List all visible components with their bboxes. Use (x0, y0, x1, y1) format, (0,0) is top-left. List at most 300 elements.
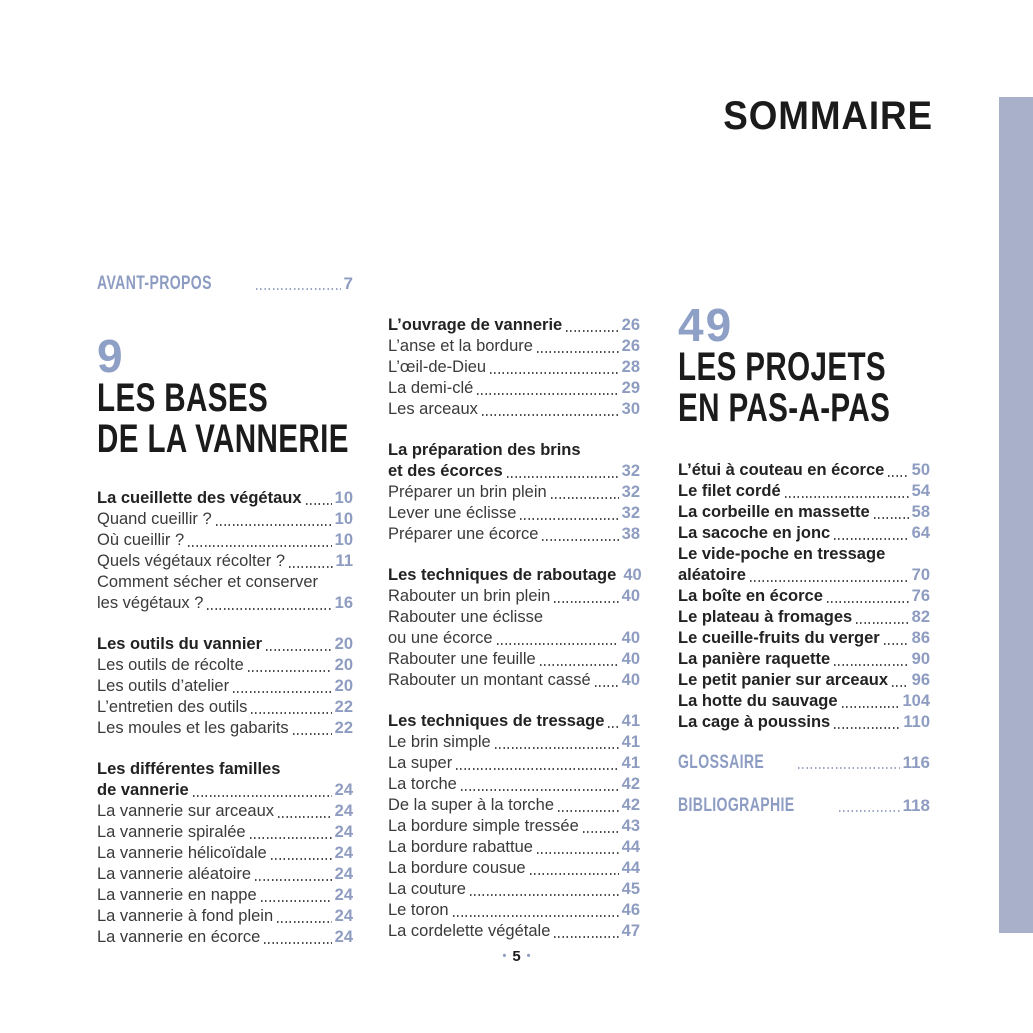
chapter-heading-bases (97, 330, 353, 461)
toc-entry (388, 336, 640, 357)
toc-entry (678, 544, 930, 586)
toc-entry-line (97, 906, 353, 927)
toc-entry-line: Comment sécher et conserver (97, 573, 319, 591)
toc-entry-line (97, 718, 353, 739)
toc-entry (388, 482, 640, 503)
toc-entry-page: 24 (334, 781, 353, 799)
toc-entry-line (678, 607, 930, 628)
dot-leader (520, 518, 618, 520)
toc-entry-label: Le brin simple (388, 733, 491, 751)
toc-entry-line (388, 399, 640, 420)
footer-dot-icon: • (526, 950, 531, 962)
toc-entry (97, 718, 353, 739)
toc-entry (388, 503, 640, 524)
toc-entry-line (678, 712, 930, 733)
toc-entry (388, 921, 640, 942)
toc-entry (678, 670, 930, 691)
toc-entry-line (388, 816, 640, 837)
toc-entry-label: Les arceaux (388, 400, 478, 418)
toc-entry-line (97, 676, 353, 697)
toc-entry-line (388, 315, 640, 336)
avant-propos-page: 7 (343, 274, 353, 293)
toc-entry-label: La bordure rabattue (388, 838, 533, 856)
toc-entry (388, 711, 640, 732)
bibliographie-label: BIBLIOGRAPHIE (678, 795, 795, 816)
toc-entry-label: L’étui à couteau en écorce (678, 461, 885, 479)
chapter-title-line: DE LA VANNERIE (97, 417, 349, 461)
dot-leader (255, 879, 332, 881)
toc-entry-line (678, 502, 930, 523)
toc-entry-page: 24 (334, 928, 353, 946)
toc-entry-label: Le cueille-fruits du verger (678, 629, 880, 647)
dot-leader (188, 545, 332, 547)
toc-entry-page: 11 (335, 552, 353, 570)
toc-entry (678, 607, 930, 628)
toc-entry-page: 24 (334, 823, 353, 841)
toc-entry-line (678, 586, 930, 607)
toc-entry-line (388, 461, 640, 482)
toc-entry-label: La vannerie sur arceaux (97, 802, 275, 820)
toc-entry (388, 315, 640, 336)
toc-entry-line (97, 509, 353, 530)
dot-leader (884, 643, 909, 645)
glossaire-row (678, 751, 930, 773)
toc-column-3 (678, 299, 930, 816)
chapter-number: 49 (678, 299, 734, 351)
dot-leader (482, 414, 619, 416)
toc-entry-page: 26 (621, 316, 640, 334)
toc-entry-line (388, 670, 640, 691)
toc-entry-label: Les outils du vannier (97, 635, 263, 653)
chapter-number: 9 (97, 330, 125, 382)
toc-entry-page: 58 (911, 503, 930, 521)
dot-leader (839, 810, 899, 812)
toc-entry-line (678, 670, 930, 691)
toc-entry-page: 26 (621, 337, 640, 355)
toc-entry-page: 44 (621, 859, 640, 877)
toc-entry-page: 42 (621, 796, 640, 814)
toc-entry (97, 927, 353, 948)
toc-entry-line (388, 795, 640, 816)
toc-entry-page: 10 (334, 510, 353, 528)
toc-entry-line (678, 460, 930, 481)
dot-leader (271, 858, 332, 860)
toc-entry-label: La cage à poussins (678, 713, 831, 731)
dot-leader (566, 330, 618, 332)
toc-entry (388, 753, 640, 774)
toc-entry-label: et des écorces (388, 462, 503, 480)
toc-group (97, 759, 353, 948)
toc-entry-page: 24 (334, 802, 353, 820)
toc-entry-label: de vannerie (97, 781, 189, 799)
toc-entry (678, 481, 930, 502)
toc-entry-page: 28 (621, 358, 640, 376)
toc-group (388, 711, 640, 942)
chapter-heading-projets (678, 299, 930, 430)
toc-entry-label: La bordure cousue (388, 859, 526, 877)
toc-entry-page: 45 (621, 880, 640, 898)
toc-entry (97, 509, 353, 530)
toc-entry-page: 20 (334, 677, 353, 695)
dot-leader (497, 643, 619, 645)
toc-entry-line (388, 357, 640, 378)
toc-entry-label: La bordure simple tressée (388, 817, 579, 835)
toc-entry-page: 40 (621, 671, 640, 689)
toc-entry-page: 47 (621, 922, 640, 940)
dot-leader (289, 566, 333, 568)
toc-entry-line (97, 697, 353, 718)
toc-entry-page: 22 (334, 698, 353, 716)
dot-leader (892, 685, 909, 687)
toc-entry-line (97, 927, 353, 948)
dot-leader (261, 900, 332, 902)
dot-leader (266, 649, 332, 651)
toc-entry (388, 795, 640, 816)
toc-group (97, 488, 353, 614)
dot-leader (256, 288, 340, 290)
dot-leader (554, 936, 618, 938)
toc-entry (388, 879, 640, 900)
toc-entry (388, 649, 640, 670)
toc-entry-page: 41 (621, 733, 640, 751)
toc-entry-label: La boîte en écorce (678, 587, 823, 605)
toc-entry-label: Les outils de récolte (97, 656, 244, 674)
dot-leader (750, 580, 909, 582)
toc-entry-label: La vannerie en nappe (97, 886, 257, 904)
page-edge-bar (999, 97, 1033, 933)
dot-leader (888, 475, 908, 477)
toc-entry (97, 488, 353, 509)
toc-entry-label: La demi-clé (388, 379, 474, 397)
toc-entry (388, 440, 640, 482)
page-number: 5 (512, 948, 521, 965)
toc-entry-page: 20 (334, 635, 353, 653)
toc-entry-page: 32 (621, 483, 640, 501)
chapter-title (678, 347, 930, 429)
toc-entry (97, 864, 353, 885)
dot-leader (540, 664, 619, 666)
toc-entry-line (678, 628, 930, 649)
toc-entry (388, 732, 640, 753)
glossaire-label: GLOSSAIRE (678, 752, 765, 773)
toc-entry-page: 24 (334, 907, 353, 925)
toc-entry (97, 906, 353, 927)
toc-entry (388, 586, 640, 607)
toc-entry-page: 54 (911, 482, 930, 500)
toc-entry-line (97, 655, 353, 676)
toc-entry-label: Rabouter un montant cassé (388, 671, 591, 689)
toc-entry-label: Le petit panier sur arceaux (678, 671, 888, 689)
toc-entry-line (388, 879, 640, 900)
toc-entry (678, 460, 930, 481)
dot-leader (490, 372, 619, 374)
toc-entry (97, 822, 353, 843)
toc-entry-line (678, 565, 930, 586)
toc-entry-line (97, 488, 353, 509)
toc-entry-label: Préparer un brin plein (388, 483, 547, 501)
toc-entry (97, 843, 353, 864)
toc-entry-line (97, 530, 353, 551)
toc-entry-page: 40 (621, 650, 640, 668)
toc-entry-line (678, 691, 930, 712)
toc-entry (678, 502, 930, 523)
toc-entry-page: 76 (911, 587, 930, 605)
dot-leader (551, 497, 619, 499)
page-title: SOMMAIRE (723, 94, 933, 138)
toc-group (388, 440, 640, 545)
toc-entry (97, 551, 353, 572)
toc-entry-line (388, 524, 640, 545)
dot-leader (530, 873, 619, 875)
toc-entry-page: 46 (621, 901, 640, 919)
toc-entry-line (388, 482, 640, 503)
toc-entry-page: 38 (621, 525, 640, 543)
toc-entry-label: Où cueillir ? (97, 531, 185, 549)
toc-entry-line (678, 523, 930, 544)
toc-entry-line (678, 649, 930, 670)
toc-entry-page: 44 (621, 838, 640, 856)
toc-entry (388, 900, 640, 921)
dot-leader (542, 539, 618, 541)
dot-leader (834, 664, 908, 666)
chapter-title-line: EN PAS-A-PAS (678, 386, 891, 430)
dot-leader (507, 476, 619, 478)
toc-entry-page: 50 (911, 461, 930, 479)
dot-leader (827, 601, 909, 603)
toc-entry-label: ou une écorce (388, 629, 493, 647)
toc-entry-page: 40 (621, 629, 640, 647)
dot-leader (558, 810, 619, 812)
toc-entry-page: 29 (621, 379, 640, 397)
toc-entry (388, 378, 640, 399)
toc-entry-label: les végétaux ? (97, 594, 204, 612)
toc-entry (388, 524, 640, 545)
toc-entry (388, 858, 640, 879)
toc-entry (97, 655, 353, 676)
toc-entry (678, 523, 930, 544)
dot-leader (461, 789, 619, 791)
dot-leader (554, 601, 618, 603)
toc-entry-label: Le plateau à fromages (678, 608, 853, 626)
toc-entry (97, 801, 353, 822)
toc-entry-page: 20 (334, 656, 353, 674)
toc-entry-page: 104 (902, 692, 930, 710)
toc-entry (678, 586, 930, 607)
toc-entry (388, 399, 640, 420)
toc-entry-page: 24 (334, 844, 353, 862)
toc-entry-line (97, 822, 353, 843)
toc-entry-page: 40 (621, 587, 640, 605)
dot-leader (608, 726, 618, 728)
chapter-title-line: LES BASES (97, 376, 269, 420)
toc-entry (388, 774, 640, 795)
toc-entry-line (388, 858, 640, 879)
toc-entry (388, 670, 640, 691)
dot-leader (306, 503, 332, 505)
toc-entry-label: La vannerie spiralée (97, 823, 246, 841)
dot-leader (233, 691, 332, 693)
toc-entry-label: aléatoire (678, 566, 746, 584)
dot-leader (595, 685, 619, 687)
toc-column-1 (97, 272, 353, 948)
toc-entry-label: L’entretien des outils (97, 698, 248, 716)
toc-groups (388, 315, 640, 942)
chapter-title-line: LES PROJETS (678, 345, 887, 389)
toc-entry-page: 24 (334, 865, 353, 883)
toc-entry-label: La vannerie aléatoire (97, 865, 252, 883)
toc-entry-page: 32 (621, 504, 640, 522)
dot-leader (834, 727, 900, 729)
toc-entry-label: Les techniques de raboutage (388, 566, 617, 584)
toc-entry-line (97, 780, 353, 801)
toc-entry-label: Les outils d’atelier (97, 677, 230, 695)
toc-entry-label: Les moules et les gabarits (97, 719, 289, 737)
toc-column-2 (388, 315, 640, 942)
dot-leader (834, 538, 908, 540)
toc-entry (388, 565, 640, 586)
toc-entry-line (388, 753, 640, 774)
dot-leader (277, 921, 332, 923)
toc-entry-line (388, 837, 640, 858)
dot-leader (193, 795, 332, 797)
toc-entry-line (97, 843, 353, 864)
toc-entry-line (388, 336, 640, 357)
toc-entry-page: 64 (911, 524, 930, 542)
toc-entry (97, 885, 353, 906)
toc-entry-page: 43 (621, 817, 640, 835)
toc-groups (97, 488, 353, 948)
dot-leader (248, 670, 332, 672)
toc-entry-label: La couture (388, 880, 466, 898)
toc-entry-page: 86 (911, 629, 930, 647)
toc-group (678, 460, 930, 733)
toc-entry-label: La torche (388, 775, 457, 793)
toc-entry-page: 90 (911, 650, 930, 668)
toc-entry-label: La panière raquette (678, 650, 831, 668)
toc-entry (678, 691, 930, 712)
toc-entry-line (388, 921, 640, 942)
dot-leader (874, 517, 909, 519)
toc-entry-label: La vannerie hélicoïdale (97, 844, 267, 862)
toc-entry-line (388, 774, 640, 795)
toc-entry-label: Le filet cordé (678, 482, 781, 500)
toc-entry-line (388, 586, 640, 607)
toc-entry-label: Les techniques de tressage (388, 712, 605, 730)
toc-entry (678, 649, 930, 670)
glossaire-page: 116 (902, 753, 930, 772)
toc-entry-line (97, 634, 353, 655)
toc-entry (97, 572, 353, 614)
dot-leader (251, 712, 331, 714)
toc-entry-page: 30 (621, 400, 640, 418)
toc-entry-page: 24 (334, 886, 353, 904)
toc-entry-label: Quand cueillir ? (97, 510, 212, 528)
toc-entry (97, 530, 353, 551)
dot-leader (207, 608, 331, 610)
toc-entry-label: Rabouter un brin plein (388, 587, 551, 605)
toc-entry-line (388, 628, 640, 649)
toc-entry-label: Préparer une écorce (388, 525, 539, 543)
toc-entry-page: 41 (621, 712, 640, 730)
dot-leader (470, 894, 619, 896)
toc-entry (678, 628, 930, 649)
footer-dot-icon: • (502, 950, 507, 962)
dot-leader (856, 622, 908, 624)
toc-entry (97, 697, 353, 718)
toc-entry-label: La sacoche en jonc (678, 524, 831, 542)
toc-group (97, 634, 353, 739)
dot-leader (537, 351, 619, 353)
toc-entry-page: 110 (903, 713, 930, 731)
toc-entry-page: 10 (334, 489, 353, 507)
dot-leader (293, 733, 332, 735)
toc-entry-page: 32 (621, 462, 640, 480)
toc-entry-page: 42 (621, 775, 640, 793)
dot-leader (278, 816, 332, 818)
dot-leader (583, 831, 619, 833)
toc-entry-line (388, 649, 640, 670)
dot-leader (495, 747, 619, 749)
toc-entry (388, 816, 640, 837)
toc-entry-label: La corbeille en massette (678, 503, 870, 521)
toc-entry-line: Le vide-poche en tressage (678, 545, 886, 563)
toc-entry (97, 634, 353, 655)
dot-leader (250, 837, 332, 839)
toc-entry-line (97, 801, 353, 822)
toc-entry (388, 357, 640, 378)
dot-leader (456, 768, 618, 770)
dot-leader (216, 524, 332, 526)
toc-entry-line (388, 378, 640, 399)
dot-leader (785, 496, 909, 498)
toc-entry-line (97, 593, 353, 614)
toc-entry-label: La cordelette végétale (388, 922, 551, 940)
toc-entry-line (97, 885, 353, 906)
toc-entry-label: La super (388, 754, 453, 772)
toc-entry-page: 96 (911, 671, 930, 689)
dot-leader (264, 942, 331, 944)
toc-entry-label: Le toron (388, 901, 449, 919)
dot-leader (537, 852, 619, 854)
toc-entry-label: De la super à la torche (388, 796, 555, 814)
toc-entry-line: La préparation des brins (388, 441, 581, 459)
toc-entry-line (97, 864, 353, 885)
dot-leader (477, 393, 618, 395)
toc-groups (678, 460, 930, 733)
toc-entry (388, 837, 640, 858)
toc-entry-label: Quels végétaux récolter ? (97, 552, 286, 570)
toc-entry-label: Lever une éclisse (388, 504, 517, 522)
chapter-title (97, 378, 353, 460)
toc-entry-line (678, 481, 930, 502)
dot-leader (798, 767, 899, 769)
toc-entry-line (97, 551, 353, 572)
bibliographie-row (678, 794, 930, 816)
toc-entry-line (388, 711, 640, 732)
toc-entry-page: 41 (621, 754, 640, 772)
toc-group (388, 315, 640, 420)
dot-leader (453, 915, 619, 917)
toc-entry-line (388, 900, 640, 921)
toc-entry-line (388, 732, 640, 753)
toc-entry-page: 16 (334, 594, 353, 612)
toc-entry-line: Rabouter une éclisse (388, 608, 544, 626)
toc-entry-line: Les différentes familles (97, 760, 281, 778)
toc-entry-label: L’ouvrage de vannerie (388, 316, 563, 334)
toc-entry-page: 70 (911, 566, 930, 584)
toc-entry-line (388, 565, 640, 586)
toc-entry-label: La cueillette des végétaux (97, 489, 302, 507)
